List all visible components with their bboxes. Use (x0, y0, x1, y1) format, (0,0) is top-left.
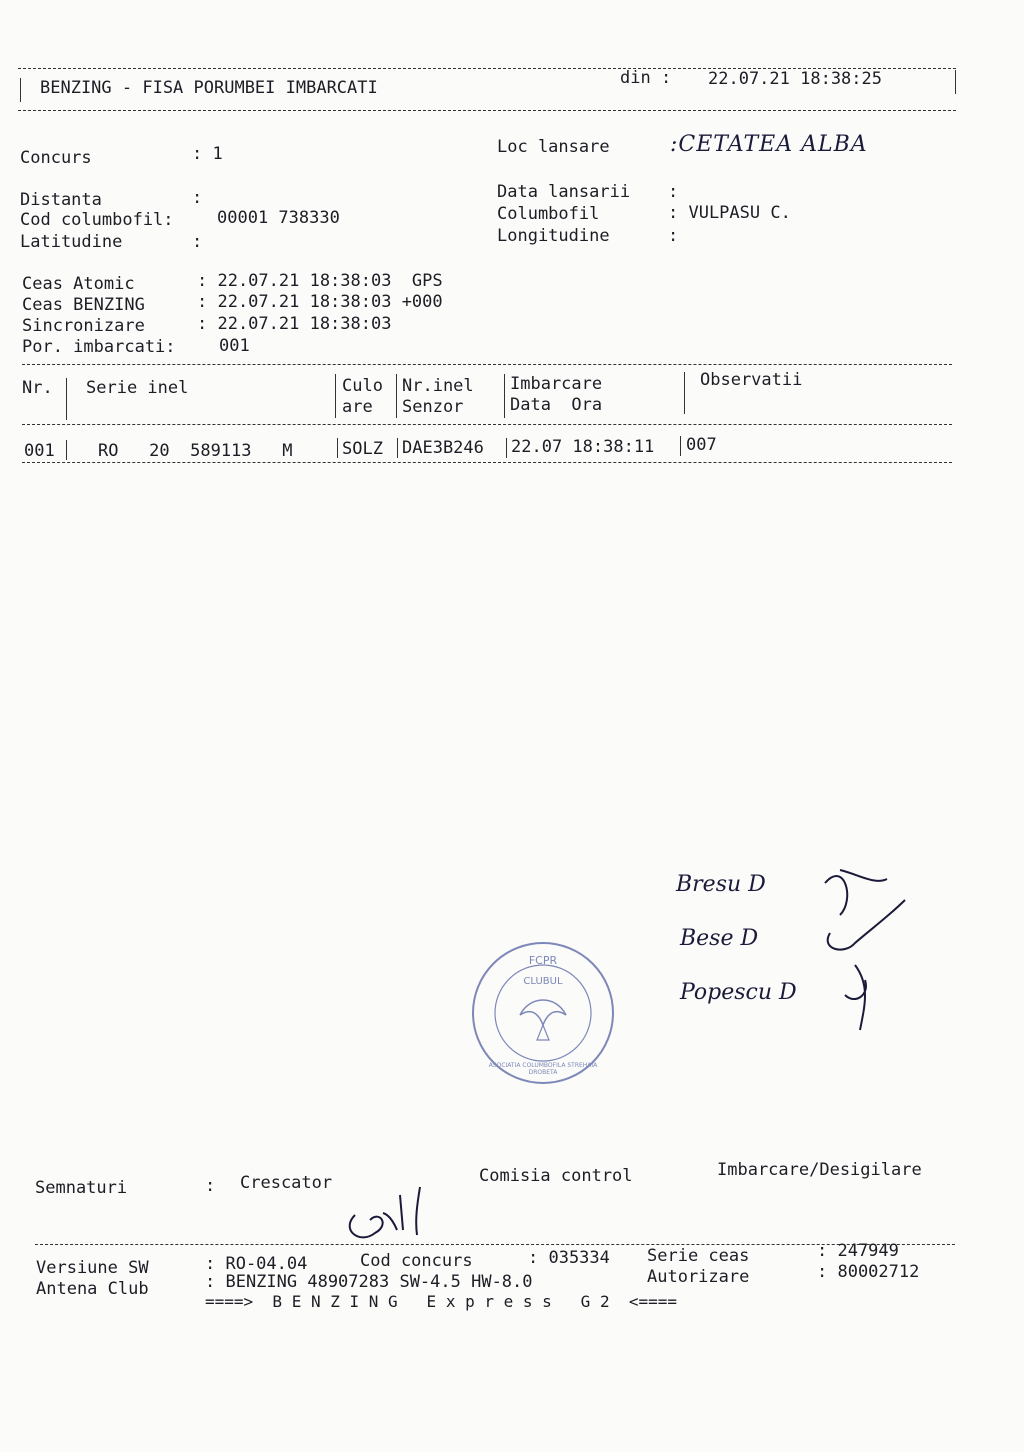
club-stamp (470, 940, 616, 1086)
data-lansarii-label: Data lansarii (497, 182, 631, 202)
document-title: BENZING - FISA PORUMBEI IMBARCATI (40, 78, 378, 98)
imbarcare-desigilare-label: Imbarcare/Desigilare (717, 1160, 922, 1180)
data-lansarii-value: : (668, 182, 679, 202)
concurs-label: Concurs (20, 148, 92, 168)
crescator-signature (335, 1185, 435, 1250)
cod-concurs-label: Cod concurs (360, 1251, 473, 1271)
ceas-atomic-value: : 22.07.21 18:38:03 GPS (197, 271, 443, 291)
handwritten-name-1: Bresu D (676, 872, 766, 897)
por-imbarcati-label: Por. imbarcati: (22, 337, 176, 357)
header-bottom-border (18, 110, 956, 111)
col-sep-4 (504, 374, 505, 418)
sincronizare-label: Sincronizare (22, 316, 145, 336)
concurs-value: : 1 (192, 144, 223, 164)
col-header-serie: Serie inel (86, 378, 189, 398)
row-sep-2 (337, 438, 338, 458)
col-sep-5 (684, 372, 685, 414)
columbofil-value: : VULPASU C. (668, 203, 791, 223)
loc-lansare-label: Loc lansare (497, 137, 610, 157)
distanta-label: Distanta (20, 190, 102, 210)
col-header-culoare-1: Culo (342, 376, 383, 396)
col-header-culoare-2: are (342, 397, 373, 417)
cell-serie: RO 20 589113 M (98, 441, 293, 461)
ceas-benzing-value: : 22.07.21 18:38:03 +000 (197, 292, 443, 312)
cod-columbofil-value: 00001 738330 (217, 208, 340, 228)
col-sep-1 (66, 378, 67, 420)
distanta-value: : (192, 188, 203, 208)
col-header-senzor-1: Nr.inel (402, 376, 474, 396)
cell-culoare: SOLZ (342, 439, 383, 459)
autorizare-label: Autorizare (647, 1267, 750, 1287)
latitudine-value: : (192, 232, 203, 252)
columbofil-label: Columbofil (497, 204, 600, 224)
table-top-border (22, 364, 952, 365)
header-left-bar (20, 78, 21, 102)
semnaturi-label: Semnaturi (35, 1178, 128, 1198)
handwritten-name-3: Popescu D (680, 980, 797, 1005)
col-header-imbarcare-1: Imbarcare (510, 374, 603, 394)
row-sep-4 (506, 438, 507, 458)
cod-concurs-value: : 035334 (528, 1248, 610, 1268)
col-header-nr: Nr. (22, 378, 53, 398)
benzing-express-banner: ====> B E N Z I N G E x p r e s s G 2 <==== (205, 1292, 678, 1311)
longitudine-label: Longitudine (497, 226, 610, 246)
serie-ceas-value: : 247949 (817, 1241, 899, 1261)
comisia-control-label: Comisia control (479, 1166, 633, 1186)
cod-columbofil-label: Cod columbofil: (20, 210, 174, 230)
col-sep-2 (335, 374, 336, 418)
header-right-bar (955, 70, 956, 94)
cell-nr: 001 (24, 441, 55, 461)
stamp-text-ring: ASOCIATIA COLUMBOFILA STREHAIA DROBETA (488, 1062, 598, 1076)
sincronizare-value: : 22.07.21 18:38:03 (197, 314, 392, 334)
row-sep-1 (66, 440, 67, 460)
col-sep-3 (396, 374, 397, 418)
ceas-atomic-label: Ceas Atomic (22, 274, 135, 294)
din-value: 22.07.21 18:38:25 (708, 69, 882, 89)
col-header-senzor-2: Senzor (402, 397, 464, 417)
row-sep-3 (397, 438, 398, 458)
table-bottom-border (22, 462, 952, 463)
loc-lansare-value: :CETATEA ALBA (670, 132, 868, 157)
handwritten-name-2: Bese D (680, 926, 759, 951)
autorizare-value: : 80002712 (817, 1262, 920, 1282)
stamp-text-top: FCPR (528, 954, 558, 967)
longitudine-value: : (668, 226, 679, 246)
stamp-text-mid: CLUBUL (523, 976, 563, 987)
table-header-border (22, 424, 952, 425)
row-sep-5 (680, 436, 681, 456)
antena-club-value: : BENZING 48907283 SW-4.5 HW-8.0 (205, 1272, 533, 1292)
crescator-label: Crescator (240, 1173, 333, 1193)
handwritten-signatures (815, 855, 915, 1045)
ceas-benzing-label: Ceas BENZING (22, 295, 145, 315)
versiune-sw-value: : RO-04.04 (205, 1254, 308, 1274)
versiune-sw-label: Versiune SW (36, 1258, 149, 1278)
col-header-imbarcare-2: Data Ora (510, 395, 603, 415)
cell-observatii: 007 (686, 435, 717, 455)
latitudine-label: Latitudine (20, 232, 123, 252)
serie-ceas-label: Serie ceas (647, 1246, 750, 1266)
din-label: din : (620, 68, 672, 88)
por-imbarcati-value: 001 (219, 336, 250, 356)
antena-club-label: Antena Club (36, 1279, 149, 1299)
cell-senzor: DAE3B246 (402, 438, 484, 458)
col-header-observatii: Observatii (700, 370, 803, 390)
cell-imbarcare: 22.07 18:38:11 (511, 437, 655, 457)
semnaturi-colon: : (205, 1176, 216, 1196)
